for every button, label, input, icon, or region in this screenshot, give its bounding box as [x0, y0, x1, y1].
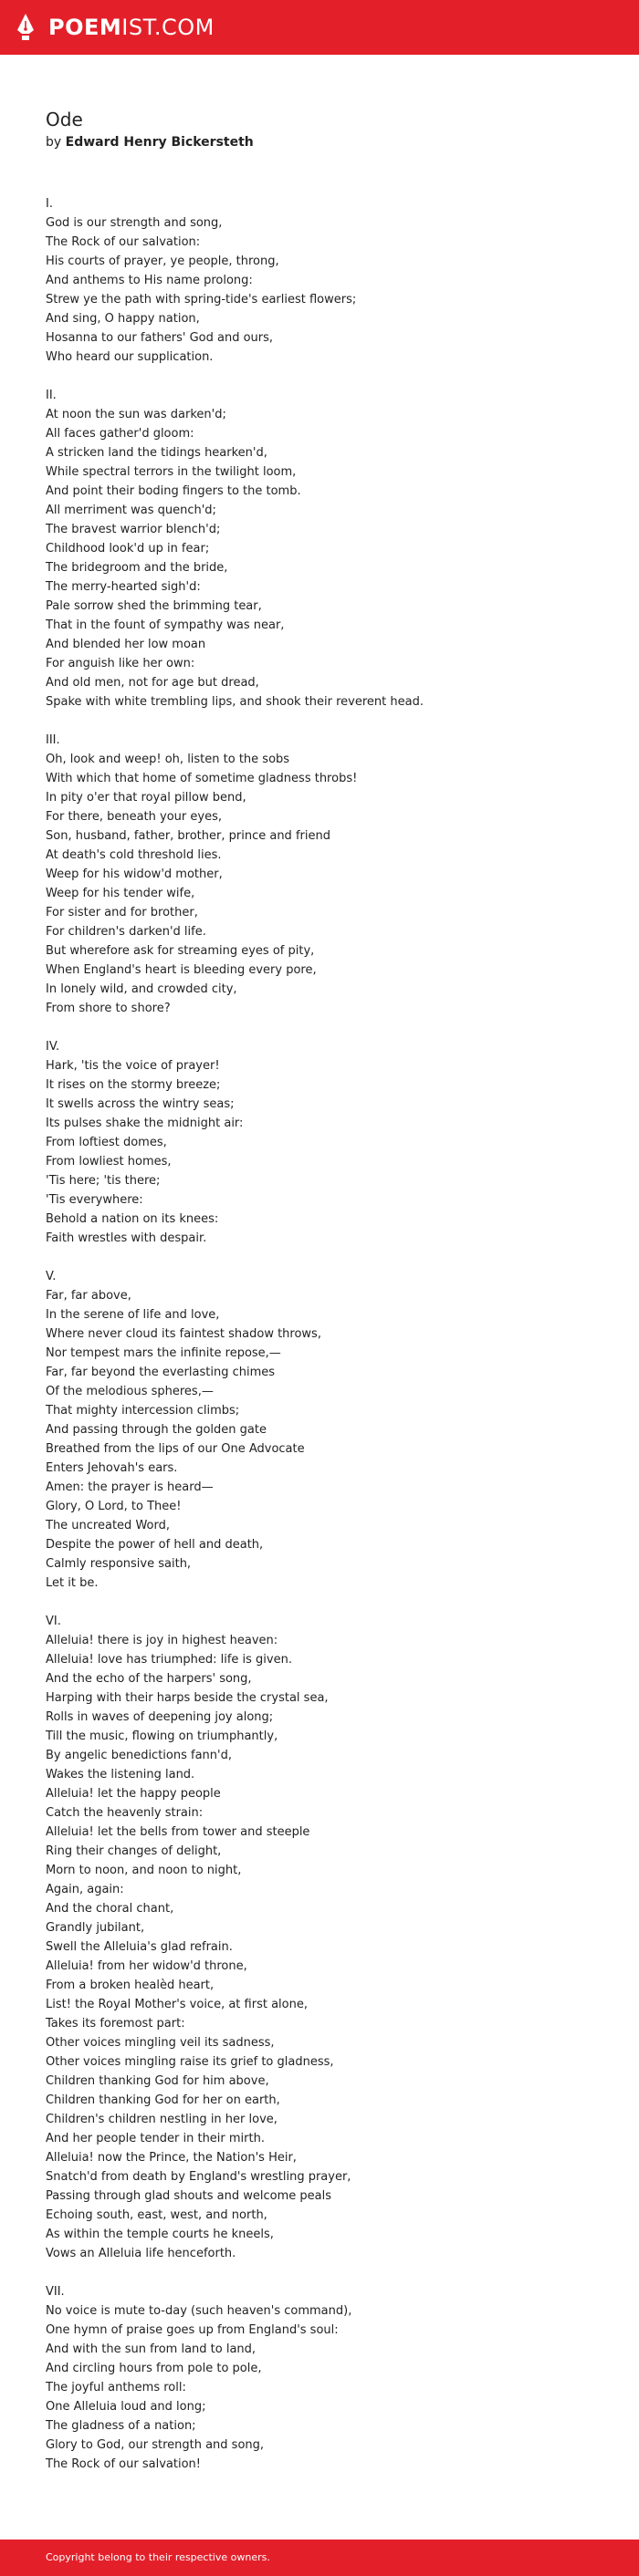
poem-line: And anthems to His name prolong:	[46, 274, 253, 287]
poem-line: Catch the heavenly strain:	[46, 1806, 204, 1820]
poem-line: Despite the power of hell and death,	[46, 1538, 264, 1552]
poem-line: The Rock of our salvation!	[46, 2457, 201, 2471]
poem-line: Where never cloud its faintest shadow throws,	[46, 1327, 321, 1341]
site-footer	[0, 2540, 639, 2576]
stanza-numeral: III.	[46, 733, 60, 747]
author-link[interactable]: Edward Henry Bickersteth	[65, 135, 254, 150]
poem-stanza	[46, 1267, 612, 1593]
poem-line: His courts of prayer, ye people, throng,	[46, 254, 279, 268]
poem-line: Alleluia! let the bells from tower and steeple	[46, 1825, 310, 1839]
poem-line: Let it be.	[46, 1576, 99, 1590]
poem-line: And point their boding fingers to the tomb.	[46, 484, 301, 498]
poem-line: Alleluia! from her widow'd throne,	[46, 1959, 247, 1973]
poem-line: All merriment was quench'd;	[46, 504, 216, 517]
poem-line: Children thanking God for him above,	[46, 2074, 269, 2088]
poem-line: Echoing south, east, west, and north,	[46, 2208, 267, 2222]
poem-body	[46, 194, 612, 2474]
logo-wordmark	[48, 15, 215, 40]
poem-line: While spectral terrors in the twilight loom,	[46, 465, 297, 479]
poem-line: The uncreated Word,	[46, 1519, 170, 1532]
poem-line: Nor tempest mars the infinite repose,—	[46, 1346, 281, 1360]
poem-line: Glory to God, our strength and song,	[46, 2438, 265, 2452]
poem-line: Hosanna to our fathers' God and ours,	[46, 331, 274, 345]
stanza-numeral: II.	[46, 389, 57, 402]
poem-line: From a broken healèd heart,	[46, 1979, 215, 1992]
poem-line: And sing, O happy nation,	[46, 312, 200, 326]
poem-line: All faces gather'd gloom:	[46, 427, 194, 441]
poem-line: Son, husband, father, brother, prince and friend	[46, 829, 330, 843]
poem-line: And her people tender in their mirth.	[46, 2132, 265, 2145]
poem-line: Childhood look'd up in fear;	[46, 542, 210, 556]
poem-line: Spake with white trembling lips, and shook their reverent head.	[46, 695, 424, 709]
poem-line: Snatch'd from death by England's wrestling prayer,	[46, 2170, 351, 2184]
stanza-numeral: I.	[46, 197, 53, 211]
poem-line: In the serene of life and love,	[46, 1308, 220, 1322]
pen-nib-icon	[16, 13, 36, 42]
poem-line: In lonely wild, and crowded city,	[46, 982, 237, 996]
poem-line: As within the temple courts he kneels,	[46, 2228, 274, 2241]
poem-line: From loftiest domes,	[46, 1136, 167, 1149]
poem-line: Weep for his widow'd mother,	[46, 867, 223, 881]
poem-line: Other voices mingling veil its sadness,	[46, 2036, 275, 2050]
poem-line: Alleluia! now the Prince, the Nation's Heir,	[46, 2151, 297, 2165]
poem-line: Till the music, flowing on triumphantly,	[46, 1729, 278, 1743]
poem-line: One hymn of praise goes up from England's soul:	[46, 2323, 339, 2337]
poem-line: At death's cold threshold lies.	[46, 848, 222, 862]
poem-line: 'Tis here; 'tis there;	[46, 1174, 161, 1188]
poem-line: Pale sorrow shed the brimming tear,	[46, 599, 262, 613]
poem-line: The gladness of a nation;	[46, 2419, 196, 2433]
poem-stanza	[46, 1037, 612, 1248]
poem-byline	[46, 132, 612, 152]
poem-line: Glory, O Lord, to Thee!	[46, 1500, 182, 1513]
poem-line: Oh, look and weep! oh, listen to the sobs	[46, 753, 290, 766]
poem-line: Far, far above,	[46, 1289, 131, 1303]
poem-line: From lowliest homes,	[46, 1155, 172, 1169]
poem-line: When England's heart is bleeding every pore,	[46, 963, 317, 977]
poem-line: For anguish like her own:	[46, 657, 195, 670]
poem-line: Children's children nestling in her love,	[46, 2113, 278, 2126]
poem-line: For sister and for brother,	[46, 906, 198, 919]
poem-line: Who heard our supplication.	[46, 350, 214, 364]
stanza-numeral: VI.	[46, 1615, 61, 1628]
poem-line: One Alleluia loud and long;	[46, 2400, 206, 2414]
stanza-numeral: VII.	[46, 2285, 65, 2299]
poem-line: And the echo of the harpers' song,	[46, 1672, 252, 1686]
poem-line: And with the sun from land to land,	[46, 2342, 257, 2356]
poem-line: By angelic benedictions fann'd,	[46, 1749, 232, 1762]
poem-stanza	[46, 731, 612, 1018]
poem-line: Alleluia! let the happy people	[46, 1787, 221, 1801]
poem-line: Harping with their harps beside the crystal sea,	[46, 1691, 329, 1705]
poem-stanza	[46, 386, 612, 712]
poem-line: Weep for his tender wife,	[46, 887, 195, 900]
poem-line: Alleluia! love has triumphed: life is given.	[46, 1653, 292, 1667]
logo-wordmark-light: IST.COM	[121, 15, 215, 40]
poem-line: The Rock of our salvation:	[46, 235, 201, 249]
poem-line: Hark, 'tis the voice of prayer!	[46, 1059, 220, 1073]
poem-line: That mighty intercession climbs;	[46, 1404, 240, 1418]
poem-line: It swells across the wintry seas;	[46, 1097, 235, 1111]
poem-line: The joyful anthems roll:	[46, 2381, 186, 2394]
poem-stanza	[46, 194, 612, 367]
poem-line: God is our strength and song,	[46, 216, 223, 230]
poem-line: Calmly responsive saith,	[46, 1557, 192, 1571]
poem-line: And passing through the golden gate	[46, 1423, 267, 1437]
poem-line: That in the fount of sympathy was near,	[46, 618, 285, 632]
poem-line: And the choral chant,	[46, 1902, 174, 1916]
poem-line: Far, far beyond the everlasting chimes	[46, 1366, 276, 1379]
poem-line: Faith wrestles with despair.	[46, 1231, 207, 1245]
poem-line: The bridegroom and the bride,	[46, 561, 228, 575]
stanza-numeral: IV.	[46, 1040, 60, 1054]
poem-line: Again, again:	[46, 1883, 124, 1896]
poem-line: From shore to shore?	[46, 1002, 171, 1015]
poem-line: Swell the Alleluia's glad refrain.	[46, 1940, 233, 1954]
poem-line: Rolls in waves of deepening joy along;	[46, 1710, 274, 1724]
byline-prefix: by	[46, 135, 62, 150]
poem-line: Strew ye the path with spring-tide's earliest flowers;	[46, 293, 357, 306]
poem-line: With which that home of sometime gladness throbs!	[46, 772, 358, 785]
poem-line: Wakes the listening land.	[46, 1768, 195, 1781]
poem-line: For children's darken'd life.	[46, 925, 206, 939]
poem-line: Alleluia! there is joy in highest heaven:	[46, 1634, 278, 1647]
poem-container	[46, 108, 612, 2493]
poem-line: No voice is mute to-day (such heaven's command),	[46, 2304, 352, 2318]
poem-stanza	[46, 1612, 612, 2263]
logo-wordmark-strong: POEM	[48, 15, 122, 40]
poem-line: Enters Jehovah's ears.	[46, 1461, 178, 1475]
poem-line: The bravest warrior blench'd;	[46, 523, 221, 536]
poem-stanza	[46, 2282, 612, 2474]
poem-line: Behold a nation on its knees:	[46, 1212, 219, 1226]
poem-line: Breathed from the lips of our One Advocate	[46, 1442, 305, 1456]
poem-line: A stricken land the tidings hearken'd,	[46, 446, 267, 460]
poem-line: Takes its foremost part:	[46, 2017, 185, 2031]
site-logo[interactable]	[16, 13, 215, 42]
poem-line: Its pulses shake the midnight air:	[46, 1117, 244, 1130]
poem-line: At noon the sun was darken'd;	[46, 408, 226, 421]
poem-line: Vows an Alleluia life henceforth.	[46, 2247, 236, 2260]
poem-line: Children thanking God for her on earth,	[46, 2093, 280, 2107]
poem-line: And circling hours from pole to pole,	[46, 2362, 262, 2375]
poem-line: List! the Royal Mother's voice, at first alone,	[46, 1998, 308, 2011]
poem-line: But wherefore ask for streaming eyes of pity,	[46, 944, 315, 958]
poem-line: Amen: the prayer is heard—	[46, 1480, 214, 1494]
poem-line: And blended her low moan	[46, 638, 206, 651]
poem-line: Grandly jubilant,	[46, 1921, 145, 1935]
poem-line: And old men, not for age but dread,	[46, 676, 259, 690]
poem-line: Of the melodious spheres,—	[46, 1385, 214, 1398]
poem-line: For there, beneath your eyes,	[46, 810, 222, 824]
poem-line: Ring their changes of delight,	[46, 1844, 222, 1858]
poem-line: In pity o'er that royal pillow bend,	[46, 791, 246, 805]
poem-line: Morn to noon, and noon to night,	[46, 1864, 242, 1877]
site-header	[0, 0, 639, 55]
poem-line: It rises on the stormy breeze;	[46, 1078, 221, 1092]
poem-title: Ode	[46, 109, 83, 130]
copyright-notice: Copyright belong to their respective owners.	[46, 2551, 270, 2563]
poem-line: Other voices mingling raise its grief to gladness,	[46, 2055, 334, 2069]
poem-line: Passing through glad shouts and welcome peals	[46, 2189, 331, 2203]
poem-line: 'Tis everywhere:	[46, 1193, 143, 1207]
poem-line: The merry-hearted sigh'd:	[46, 580, 201, 594]
stanza-numeral: V.	[46, 1270, 57, 1283]
